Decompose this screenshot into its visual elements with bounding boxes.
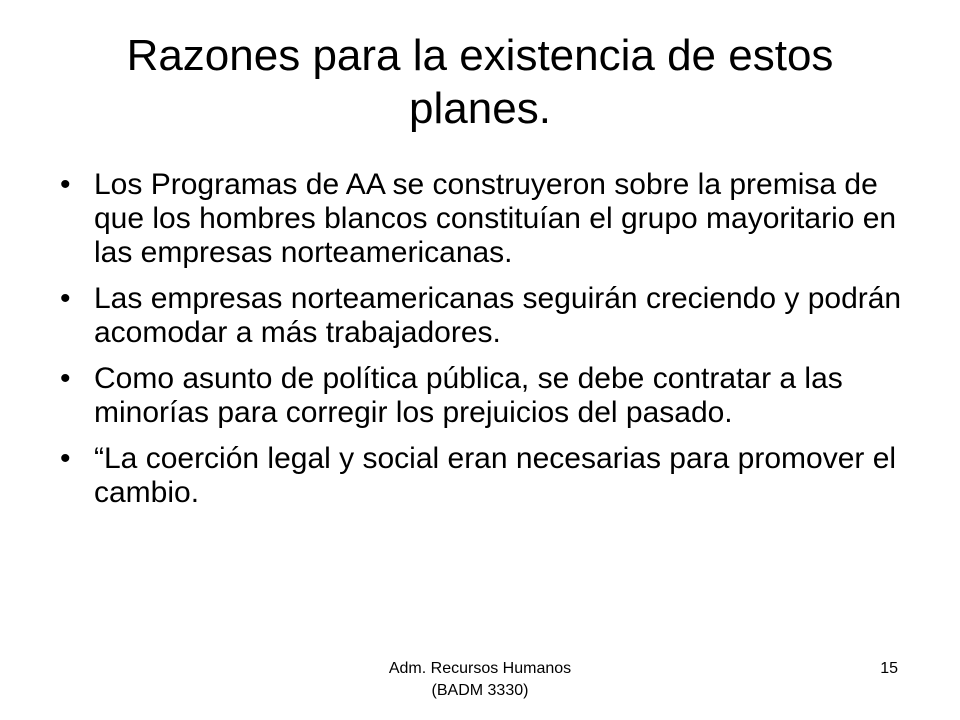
bullet-item xyxy=(60,442,920,510)
bullet-text: Como asunto de política pública, se debe contratar a las minorías para corregir los prejuicios del pasado. xyxy=(94,362,843,429)
footer-course-code: (BADM 3330) xyxy=(431,682,529,699)
slide-title: Razones para la existencia de estos planes. xyxy=(126,31,834,133)
bullet-text: Las empresas norteamericanas seguirán creciendo y podrán acomodar a más trabajadores. xyxy=(94,282,902,349)
footer-course xyxy=(330,658,630,702)
bullet-icon: • xyxy=(60,442,71,475)
bullet-icon: • xyxy=(60,362,71,395)
page-number: 15 xyxy=(880,660,898,677)
bullet-item xyxy=(60,282,920,350)
bullet-icon: • xyxy=(60,168,71,201)
bullet-item xyxy=(60,168,920,270)
bullet-text: Los Programas de AA se construyeron sobre la premisa de que los hombres blancos constituían el grupo mayoritario en las empresas norteamericanas. xyxy=(94,168,897,269)
footer-course-name: Adm. Recursos Humanos xyxy=(388,660,572,677)
bullet-item xyxy=(60,362,920,430)
bullet-text: “La coerción legal y social eran necesarias para promover el cambio. xyxy=(94,442,897,509)
bullet-list xyxy=(60,168,920,522)
bullet-icon: • xyxy=(60,282,71,315)
